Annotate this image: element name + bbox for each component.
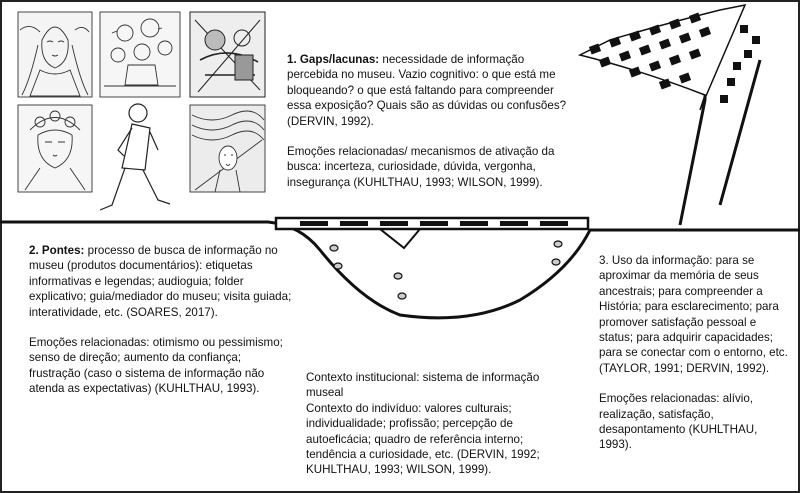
- context-institutional: Contexto institucional: sistema de informação museal: [306, 371, 540, 400]
- bridges-emotions: Emoções relacionadas: otimismo ou pessimismo; senso de direção; aumento da confiança; frustração (caso o sistema de informação não atenda as expectativas) (KUHLTHAU, 1993).: [29, 336, 283, 396]
- use-body: 3. Uso da informação: para se aproximar da memória de seus ancestrais; para compreender a História; para esclarecimento; para promover satisfação pessoal e status; para adquirir capacidades; para se conectar com o entorno, etc. (TAYLOR, 1991; DERVIN, 1992).: [599, 254, 788, 375]
- bridges-title: 2. Pontes:: [29, 244, 85, 257]
- walking-person-sketch-icon: [100, 104, 170, 210]
- bridges-paragraph: [29, 243, 294, 320]
- context-individual: Contexto do indivíduo: valores culturais; individualidade; profissão; percepção de autoeficácia; quadro de referência interno; tendência a curiosidade, etc. (DERVIN, 1992; KUHLTHAU, 1993; WILSON, 1999).: [306, 401, 540, 477]
- checkered-flags-icon: [580, 5, 760, 225]
- frida-portrait-sketch-icon: [18, 105, 92, 192]
- scream-sketch-icon: [190, 105, 265, 192]
- abstract-portrait-sketch-icon: [190, 12, 265, 97]
- bridges-body: processo de busca de informação no museu (produtos documentários): etiquetas informativas e legendas; audioguia; folder explicativo; guia/mediador do museu; visita guiada; interatividade, etc. (SOARES, 2017).: [29, 244, 292, 319]
- gaps-body: necessidade de informação percebida no museu. Vazio cognitivo: o que está me bloqueando? o que está faltando para compreender essa exposição? Quais são as dúvidas ou confusões? (DERVIN, 1992).: [287, 53, 567, 128]
- mona-lisa-sketch-icon: [18, 12, 92, 97]
- gaps-emotions: Emoções relacionadas/ mecanismos de ativação da busca: incerteza, curiosidade, dúvida, vergonha, insegurança (KUHLTHAU, 1993; WILSON, 1999).: [287, 145, 555, 189]
- bridge-icon: [276, 218, 588, 248]
- gaps-title: 1. Gaps/lacunas:: [287, 53, 380, 66]
- bridges-section: [29, 243, 294, 397]
- gaps-section: [287, 52, 569, 190]
- use-section: [599, 253, 789, 453]
- use-emotions: Emoções relacionadas: alívio, realização, satisfação, desapontamento (KUHLTHAU, 1993).: [599, 392, 758, 452]
- gaps-paragraph: [287, 52, 569, 129]
- rocks-icon: [330, 241, 562, 299]
- context-section: [306, 370, 546, 478]
- sunflowers-sketch-icon: [100, 12, 180, 97]
